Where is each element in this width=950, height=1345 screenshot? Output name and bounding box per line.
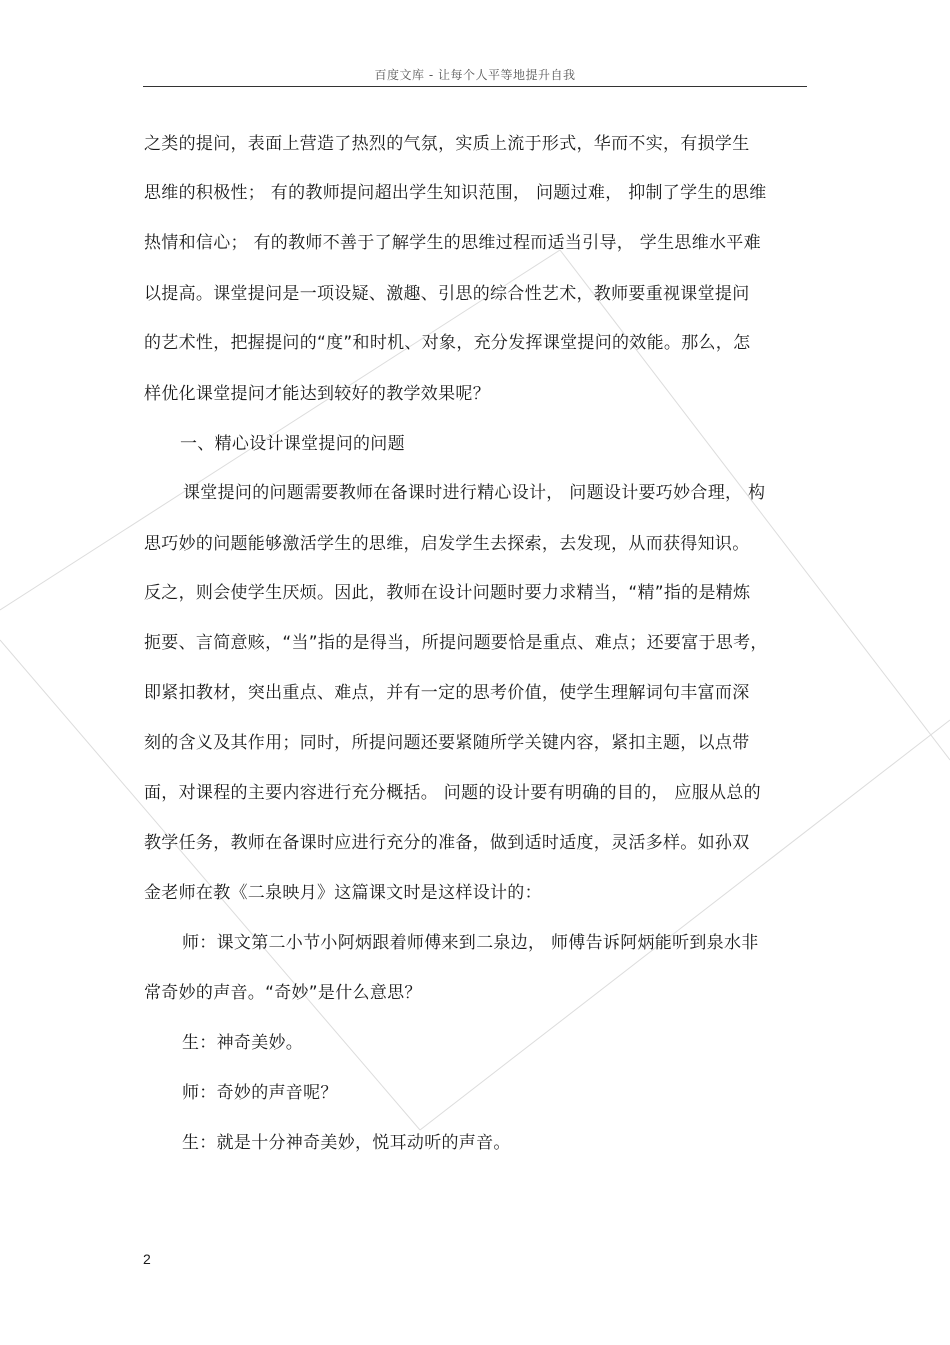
page-number: 2 — [143, 1251, 151, 1267]
body-line: 热情和信心； 有的教师不善于了解学生的思维过程而适当引导， 学生思维水平难 — [144, 233, 761, 253]
page-header: 百度文库 - 让每个人平等地提升自我 — [374, 68, 576, 82]
body-line: 反之，则会使学生厌烦。因此，教师在设计问题时要力求精当，“精”指的是精炼 — [144, 583, 751, 603]
body-line: 刻的含义及其作用；同时，所提问题还要紧随所学关键内容，紧扣主题，以点带 — [144, 733, 750, 753]
dialogue-line: 生：神奇美妙。 — [182, 1033, 304, 1053]
body-line: 的艺术性，把握提问的“度”和时机、对象，充分发挥课堂提问的效能。那么，怎 — [144, 333, 751, 353]
body-line: 教学任务，教师在备课时应进行充分的准备，做到适时适度，灵活多样。如孙双 — [144, 833, 750, 853]
body-line: 即紧扣教材，突出重点、难点，并有一定的思考价值，使学生理解词句丰富而深 — [144, 683, 750, 703]
body-line: 样优化课堂提问才能达到较好的教学效果呢？ — [144, 384, 490, 404]
body-line: 扼要、言简意赅，“当”指的是得当，所提问题要恰是重点、难点；还要富于思考， — [144, 633, 768, 653]
body-line: 思巧妙的问题能够激活学生的思维，启发学生去探索，去发现，从而获得知识。 — [144, 534, 750, 554]
dialogue-line: 师：课文第二小节小阿炳跟着师傅来到二泉边， 师傅告诉阿炳能听到泉水非 — [182, 933, 759, 953]
body-line: 以提高。课堂提问是一项设疑、激趣、引思的综合性艺术，教师要重视课堂提问 — [144, 284, 750, 304]
body-line: 面，对课程的主要内容进行充分概括。 问题的设计要有明确的目的， 应服从总的 — [144, 783, 761, 803]
body-line: 常奇妙的声音。“奇妙”是什么意思？ — [144, 983, 422, 1003]
dialogue-line: 师：奇妙的声音呢？ — [182, 1083, 338, 1103]
header-rule — [143, 86, 807, 87]
body-line: 课堂提问的问题需要教师在备课时进行精心设计， 问题设计要巧妙合理， 构 — [183, 483, 766, 503]
dialogue-line: 生：就是十分神奇美妙，悦耳动听的声音。 — [182, 1133, 511, 1153]
body-line: 金老师在教《二泉映月》这篇课文时是这样设计的： — [144, 883, 542, 903]
body-line: 思维的积极性； 有的教师提问超出学生知识范围， 问题过难， 抑制了学生的思维 — [144, 183, 767, 203]
section-heading: 一、精心设计课堂提问的问题 — [180, 434, 405, 454]
body-line: 之类的提问，表面上营造了热烈的气氛，实质上流于形式，华而不实，有损学生 — [144, 134, 750, 154]
